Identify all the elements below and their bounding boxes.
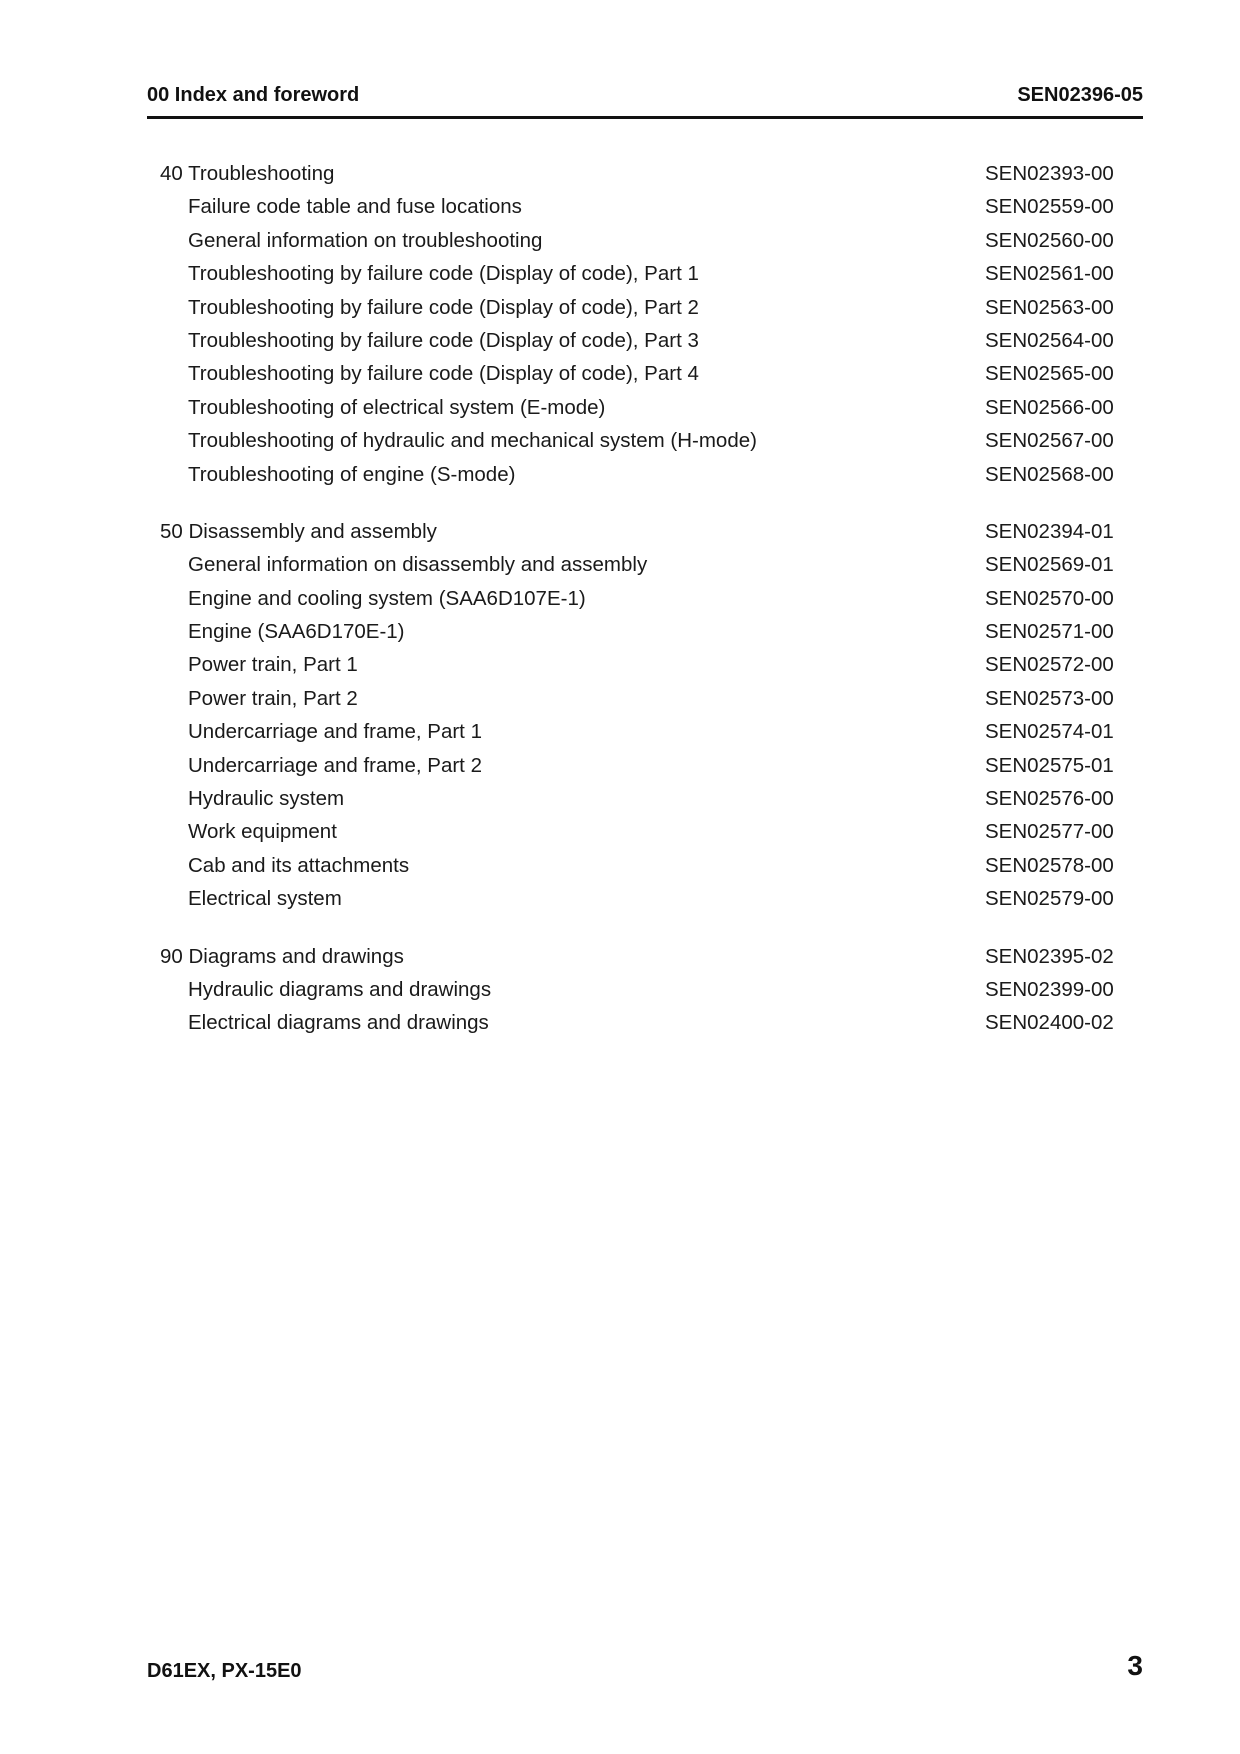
toc-entry-title: Work equipment	[188, 820, 337, 844]
toc-entry	[160, 582, 1117, 615]
footer-model: D61EX, PX-15E0	[147, 1660, 302, 1682]
toc-entry-code: SEN02572-00	[985, 653, 1114, 677]
toc-entry	[160, 849, 1117, 882]
toc-entry-title: General information on disassembly and assembly	[188, 553, 648, 577]
toc-section	[160, 157, 1117, 491]
toc-entry-code: SEN02566-00	[985, 395, 1114, 419]
toc-entry-title: Troubleshooting by failure code (Display of code), Part 4	[188, 362, 699, 386]
toc-section-heading	[160, 940, 1117, 973]
toc-entry	[160, 458, 1117, 491]
toc-entry	[160, 815, 1117, 848]
toc-entry-title: Troubleshooting of electrical system (E-mode)	[188, 395, 606, 419]
toc-entry-code: SEN02563-00	[985, 295, 1114, 319]
toc-entry-code: SEN02399-00	[985, 977, 1114, 1001]
toc-entry	[160, 190, 1117, 223]
toc-entry-title: 50 Disassembly and assembly	[160, 519, 437, 543]
toc-entry	[160, 973, 1117, 1006]
toc-entry-code: SEN02564-00	[985, 328, 1114, 352]
toc-entry-title: Power train, Part 1	[188, 653, 358, 677]
toc-entry-title: Troubleshooting by failure code (Display of code), Part 1	[188, 262, 699, 286]
toc-entry	[160, 682, 1117, 715]
page-number: 3	[1127, 1650, 1143, 1681]
toc-entry	[160, 391, 1117, 424]
toc-entry-code: SEN02400-02	[985, 1011, 1114, 1035]
toc-entry	[160, 1006, 1117, 1039]
toc-entry-code: SEN02570-00	[985, 586, 1114, 610]
toc-entry-code: SEN02571-00	[985, 620, 1114, 644]
toc-entry	[160, 424, 1117, 457]
toc-entry-title: Cab and its attachments	[188, 853, 410, 877]
toc-entry	[160, 715, 1117, 748]
toc-entry	[160, 648, 1117, 681]
toc-entry-code: SEN02567-00	[985, 429, 1114, 453]
toc-entry	[160, 324, 1117, 357]
table-of-contents	[160, 157, 1117, 1064]
toc-entry-title: Hydraulic system	[188, 787, 345, 811]
toc-entry-code: SEN02579-00	[985, 887, 1114, 911]
toc-section	[160, 515, 1117, 916]
toc-entry-code: SEN02395-02	[985, 944, 1114, 968]
toc-entry-code: SEN02577-00	[985, 820, 1114, 844]
toc-entry-code: SEN02574-01	[985, 720, 1114, 744]
toc-entry-title: Troubleshooting by failure code (Display of code), Part 2	[188, 295, 699, 319]
page-header	[147, 80, 1143, 119]
toc-entry-title: Troubleshooting by failure code (Display of code), Part 3	[188, 328, 699, 352]
toc-entry-title: Troubleshooting of hydraulic and mechanical system (H-mode)	[188, 429, 757, 453]
toc-entry-code: SEN02559-00	[985, 195, 1114, 219]
toc-entry-code: SEN02561-00	[985, 262, 1114, 286]
header-section-title: 00 Index and foreword	[147, 84, 360, 106]
toc-entry-title: General information on troubleshooting	[188, 228, 543, 252]
toc-entry-title: Troubleshooting of engine (S-mode)	[188, 462, 516, 486]
toc-entry-title: Failure code table and fuse locations	[188, 195, 522, 219]
toc-entry-code: SEN02569-01	[985, 553, 1114, 577]
header-document-code: SEN02396-05	[1017, 84, 1143, 106]
toc-entry	[160, 548, 1117, 581]
toc-entry	[160, 257, 1117, 290]
toc-entry-title: Electrical diagrams and drawings	[188, 1011, 489, 1035]
toc-entry-title: Undercarriage and frame, Part 2	[188, 753, 482, 777]
toc-entry-code: SEN02560-00	[985, 228, 1114, 252]
toc-entry-code: SEN02573-00	[985, 686, 1114, 710]
toc-entry	[160, 357, 1117, 390]
toc-section-heading	[160, 515, 1117, 548]
toc-entry-code: SEN02393-00	[985, 162, 1114, 185]
toc-entry	[160, 615, 1117, 648]
toc-section-heading	[160, 157, 1117, 190]
toc-entry-title: Engine and cooling system (SAA6D107E-1)	[188, 586, 586, 610]
toc-entry-title: Hydraulic diagrams and drawings	[188, 977, 492, 1001]
toc-entry-title: 90 Diagrams and drawings	[160, 944, 404, 968]
toc-entry-code: SEN02394-01	[985, 519, 1114, 543]
toc-entry	[160, 782, 1117, 815]
toc-entry	[160, 749, 1117, 782]
toc-entry	[160, 291, 1117, 324]
toc-entry-code: SEN02575-01	[985, 753, 1114, 777]
toc-entry-title: Electrical system	[188, 887, 342, 911]
toc-entry-title: Engine (SAA6D170E-1)	[188, 620, 405, 644]
toc-entry-title: 40 Troubleshooting	[160, 162, 335, 185]
toc-entry-code: SEN02576-00	[985, 787, 1114, 811]
toc-entry-code: SEN02578-00	[985, 853, 1114, 877]
toc-entry	[160, 882, 1117, 915]
toc-entry-title: Power train, Part 2	[188, 686, 358, 710]
toc-entry-code: SEN02565-00	[985, 362, 1114, 386]
toc-entry-title: Undercarriage and frame, Part 1	[188, 720, 482, 744]
toc-entry-code: SEN02568-00	[985, 462, 1114, 486]
toc-section	[160, 940, 1117, 1040]
toc-entry	[160, 224, 1117, 257]
